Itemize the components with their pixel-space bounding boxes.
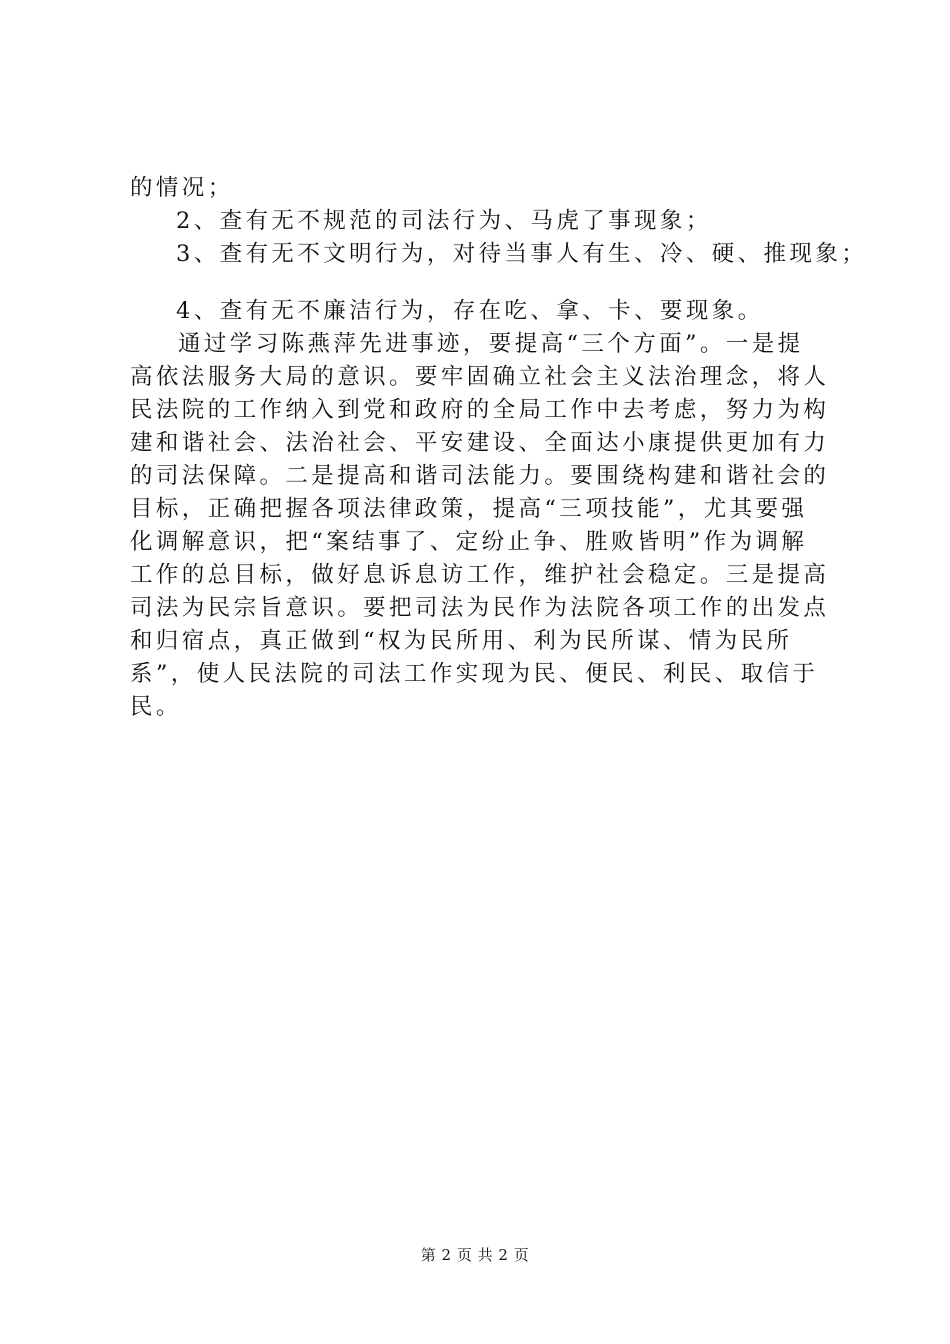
page-number-footer: 第 2 页 共 2 页 xyxy=(420,1246,530,1264)
paragraph-line: 和归宿点，真正做到“权为民所用、利为民所谋、情为民所 xyxy=(130,628,793,654)
paragraph-line: 司法为民宗旨意识。要把司法为民作为法院各项工作的出发点 xyxy=(130,595,830,621)
paragraph-line: 系”，使人民法院的司法工作实现为民、便民、利民、取信于 xyxy=(130,661,819,687)
paragraph-line: 目标，正确把握各项法律政策，提高“三项技能”，尤其要强 xyxy=(130,496,808,522)
paragraph-line: 建和谐社会、法治社会、平安建设、全面达小康提供更加有力 xyxy=(130,430,830,456)
text-line: 的情况； xyxy=(130,175,234,201)
paragraph-line: 的司法保障。二是提高和谐司法能力。要围绕构建和谐社会的 xyxy=(130,463,830,489)
list-item: 4、查有无不廉洁行为，存在吃、拿、卡、要现象。 xyxy=(176,298,764,324)
list-item: 2、查有无不规范的司法行为、马虎了事现象； xyxy=(176,208,712,234)
paragraph-line: 民。 xyxy=(130,694,182,720)
paragraph-line: 通过学习陈燕萍先进事迹，要提高“三个方面”。一是提 xyxy=(178,331,804,357)
paragraph-line: 工作的总目标，做好息诉息访工作，维护社会稳定。三是提高 xyxy=(130,562,830,588)
list-item: 3、查有无不文明行为，对待当事人有生、冷、硬、推现象； xyxy=(176,241,868,267)
paragraph-line: 化调解意识，把“案结事了、定纷止争、胜败皆明”作为调解 xyxy=(130,529,808,555)
paragraph-line: 高依法服务大局的意识。要牢固确立社会主义法治理念，将人 xyxy=(130,364,830,390)
paragraph-line: 民法院的工作纳入到党和政府的全局工作中去考虑，努力为构 xyxy=(130,397,830,423)
